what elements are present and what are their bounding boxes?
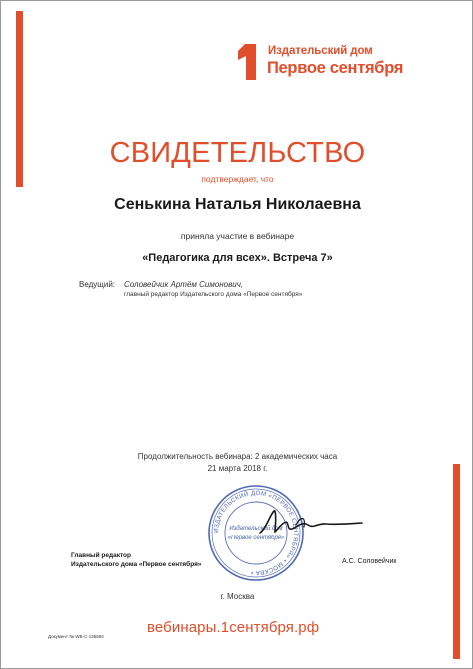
editor-title-line1: Главный редактор [71, 552, 131, 559]
host-label: Ведущий: [79, 280, 116, 289]
publisher-logo [234, 44, 404, 84]
logo-line2: Первое сентября [267, 59, 404, 77]
stamp-outer-text: ИЗДАТЕЛЬСКИЙ ДОМ «ПЕРВОЕ СЕНТЯБРЯ» • МОСКВА • [212, 489, 300, 577]
handwritten-signature [256, 507, 366, 537]
webinar-duration: Продолжительность вебинара: 2 академических часа [137, 452, 338, 461]
city: г. Москва [220, 592, 255, 601]
webinar-name: «Педагогика для всех». Встреча 7» [142, 252, 333, 264]
decorative-bar-right [453, 464, 460, 659]
document-number: Документ № WB-C-135694 [48, 634, 104, 639]
website-link[interactable]: вебинары.1сентября.рф [147, 619, 320, 636]
stamp-inner-line1: Издательский дом [229, 526, 283, 532]
participation-text: приняла участие в вебинаре [180, 231, 295, 241]
logo-line1: Издательский дом [268, 45, 373, 57]
editor-title [71, 551, 231, 569]
host-name: Соловейчик Артём Симонович, [124, 280, 244, 289]
certificate-title: СВИДЕТЕЛЬСТВО [109, 137, 366, 169]
logo-digit-icon [234, 44, 264, 80]
host-position: главный редактор Издательского дома «Первое сентября» [124, 291, 303, 298]
signer-name: А.С. Соловейчик [342, 558, 397, 565]
editor-title-line2: Издательского дома «Первое сентября» [71, 561, 202, 568]
participant-name: Сенькина Наталья Николаевна [114, 196, 361, 213]
stamp-inner-line2: «Первое сентября» [227, 535, 285, 541]
webinar-date: 21 марта 2018 г. [207, 464, 268, 473]
certificate-subtitle: подтверждает, что [201, 174, 274, 184]
